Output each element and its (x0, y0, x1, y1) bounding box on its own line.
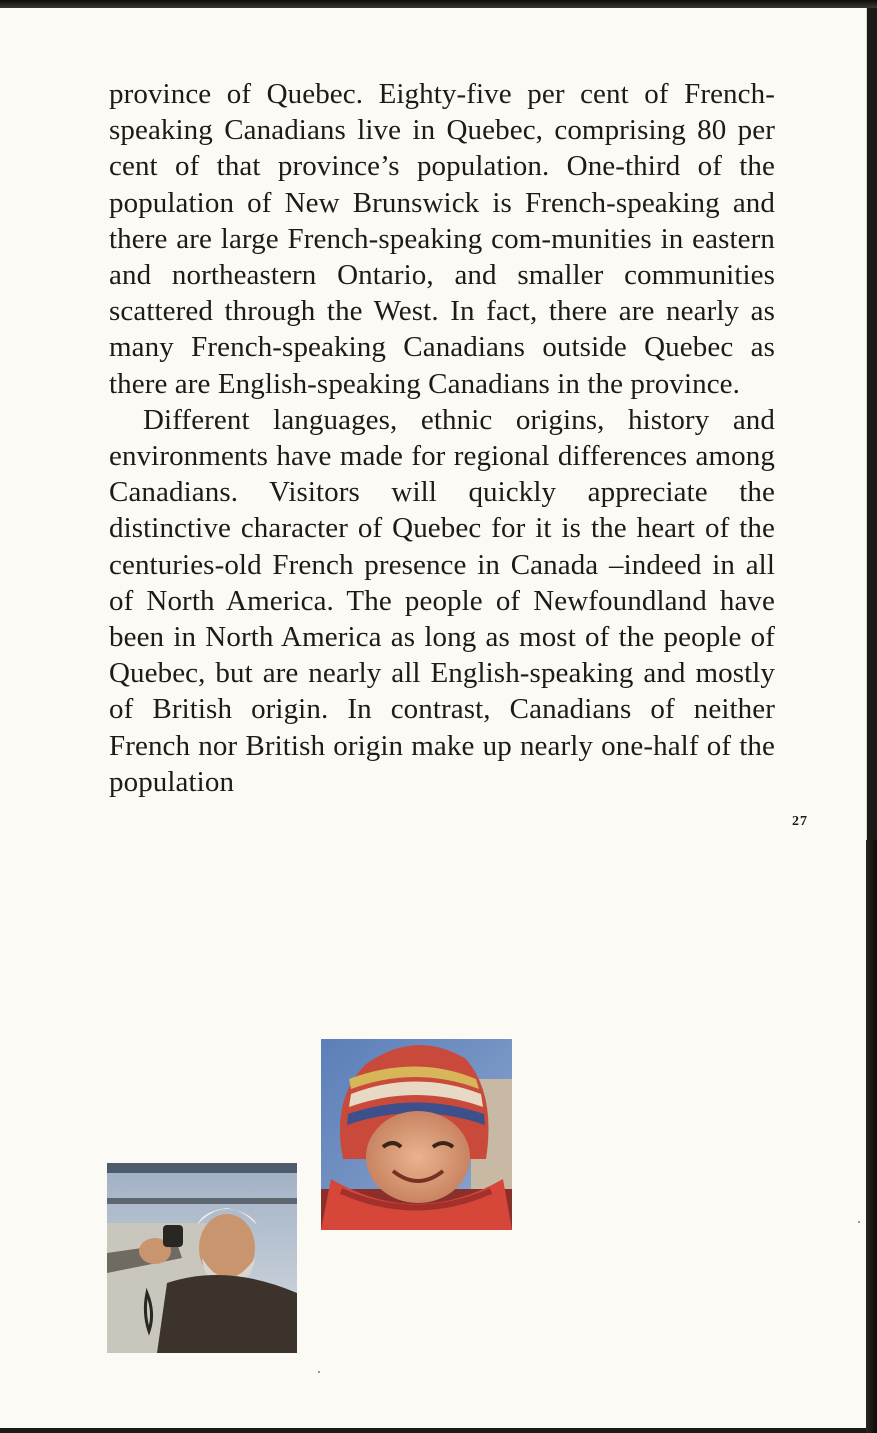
paragraph-2: Different languages, ethnic origins, history and environments have made for regional differences among Canadians. Visitors will quickly appreciate the distinctive character of Quebec for it is the heart of the centuries-old French presence in Canada –indeed in all of North America. The people of Newfoundland have been in North America as long as most of the people of Quebec, but are nearly all English-speaking and mostly of British origin. In contrast, Canadians of neither French nor British origin make up nearly one-half of the population (109, 403, 775, 798)
page-number: 27 (792, 814, 808, 829)
paper-speck (318, 1371, 320, 1373)
paper-speck (858, 1221, 860, 1223)
paragraph-1: province of Quebec. Eighty-five per cent of French-speaking Canadians live in Quebec, comprising 80 per cent of that province’s population. One-third of the population of New Brunswick is French-speaking and there are large French-speaking com-munities in eastern and northeastern Ontario, and smaller communities scattered through the West. In fact, there are nearly as many French-speaking Canadians outside Quebec as there are English-speaking Canadians in the province. (109, 78, 775, 400)
body-text (109, 76, 775, 800)
book-page (0, 8, 867, 1428)
child-winter-hat-photo (321, 1039, 512, 1230)
bearded-man-boat-photo (107, 1163, 297, 1353)
right-page-edge (866, 840, 877, 1433)
page-top-shadow (0, 0, 877, 8)
